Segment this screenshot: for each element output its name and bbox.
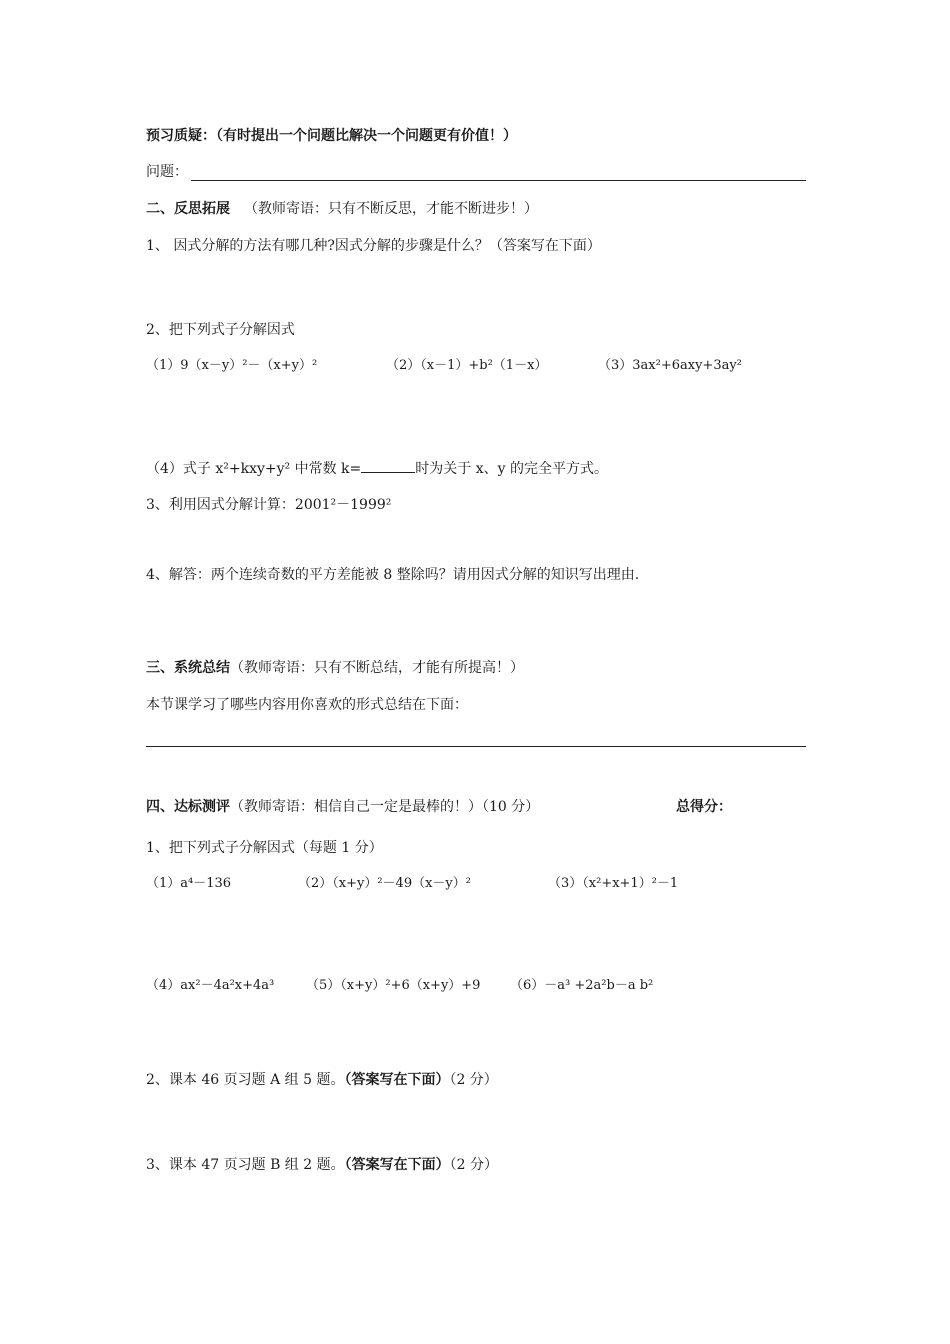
summary-heading: 三、系统总结 — [146, 660, 230, 676]
question-label: 问题： — [146, 164, 188, 180]
test-q3-score: （2 分） — [449, 1157, 498, 1173]
summary-motto: （教师寄语：只有不断总结，才能有所提高！） — [230, 660, 524, 676]
reflect-q4: 4、解答：两个连续奇数的平方差能被 8 整除吗？请用因式分解的知识写出理由. — [146, 567, 640, 583]
test-q1-item-1: （1）a⁴－136 — [146, 876, 232, 891]
reflect-q2-item-3: （3）3ax²+6axy+3ay² — [598, 358, 742, 373]
summary-answer-line[interactable] — [146, 746, 806, 747]
test-q1-item-5: （5）（x+y）²+6（x+y）+9 — [306, 978, 481, 993]
test-motto: （教师寄语：相信自己一定是最棒的！）（10 分） — [230, 799, 540, 815]
reflect-heading-line — [146, 199, 538, 219]
question-answer-line[interactable] — [191, 180, 806, 181]
reflect-q3: 3、利用因式分解计算：2001²－1999² — [146, 497, 392, 513]
test-q2-score: （2 分） — [449, 1072, 498, 1088]
reflect-q2-4-prefix: （4）式子 x²+kxy+y² 中常数 k= — [146, 461, 362, 477]
k-answer-blank[interactable] — [361, 458, 415, 473]
test-q3-text: 3、课本 47 页习题 B 组 2 题。 — [146, 1157, 345, 1173]
reflect-q2-item-1: （1）9（x－y）²－（x+y）² — [146, 358, 318, 373]
test-q1: 1、把下列式子分解因式（每题 1 分） — [146, 840, 383, 856]
summary-prompt: 本节课学习了哪些内容用你喜欢的形式总结在下面： — [146, 697, 468, 713]
test-q2-instruction: （答案写在下面） — [344, 1072, 450, 1088]
reflect-q1: 1、 因式分解的方法有哪几种?因式分解的步骤是什么？（答案写在下面） — [146, 238, 601, 254]
test-heading-line — [146, 797, 539, 817]
reflect-heading: 二、反思拓展 — [146, 201, 230, 217]
reflect-motto: （教师寄语：只有不断反思，才能不断进步！） — [244, 201, 538, 217]
reflect-q2-item-2: （2）（x－1）+b²（1－x） — [386, 358, 548, 373]
summary-heading-line — [146, 658, 524, 678]
preview-label: 预习质疑： — [146, 128, 216, 144]
test-q1-item-2: （2）（x+y）²－49（x－y）² — [298, 876, 471, 891]
test-q3-instruction: （答案写在下面） — [344, 1157, 450, 1173]
total-score-label: 总得分： — [676, 799, 732, 815]
test-q2-line — [146, 1070, 498, 1090]
test-q3-line — [146, 1155, 498, 1175]
test-q2-text: 2、课本 46 页习题 A 组 5 题。 — [146, 1072, 345, 1088]
reflect-q2: 2、把下列式子分解因式 — [146, 322, 295, 338]
reflect-q2-4-suffix: 时为关于 x、y 的完全平方式。 — [415, 461, 608, 477]
test-heading: 四、达标测评 — [146, 799, 230, 815]
reflect-q2-4-line — [146, 458, 608, 479]
test-q1-item-4: （4）ax²－4a²x+4a³ — [146, 978, 275, 993]
test-q1-item-6: （6）－a³ +2a²b－a b² — [510, 978, 654, 993]
preview-note: （有时提出一个问题比解决一个问题更有价值！） — [216, 128, 517, 144]
test-q1-item-3: （3）（x²+x+1）²－1 — [548, 876, 679, 891]
preview-line — [146, 126, 517, 146]
